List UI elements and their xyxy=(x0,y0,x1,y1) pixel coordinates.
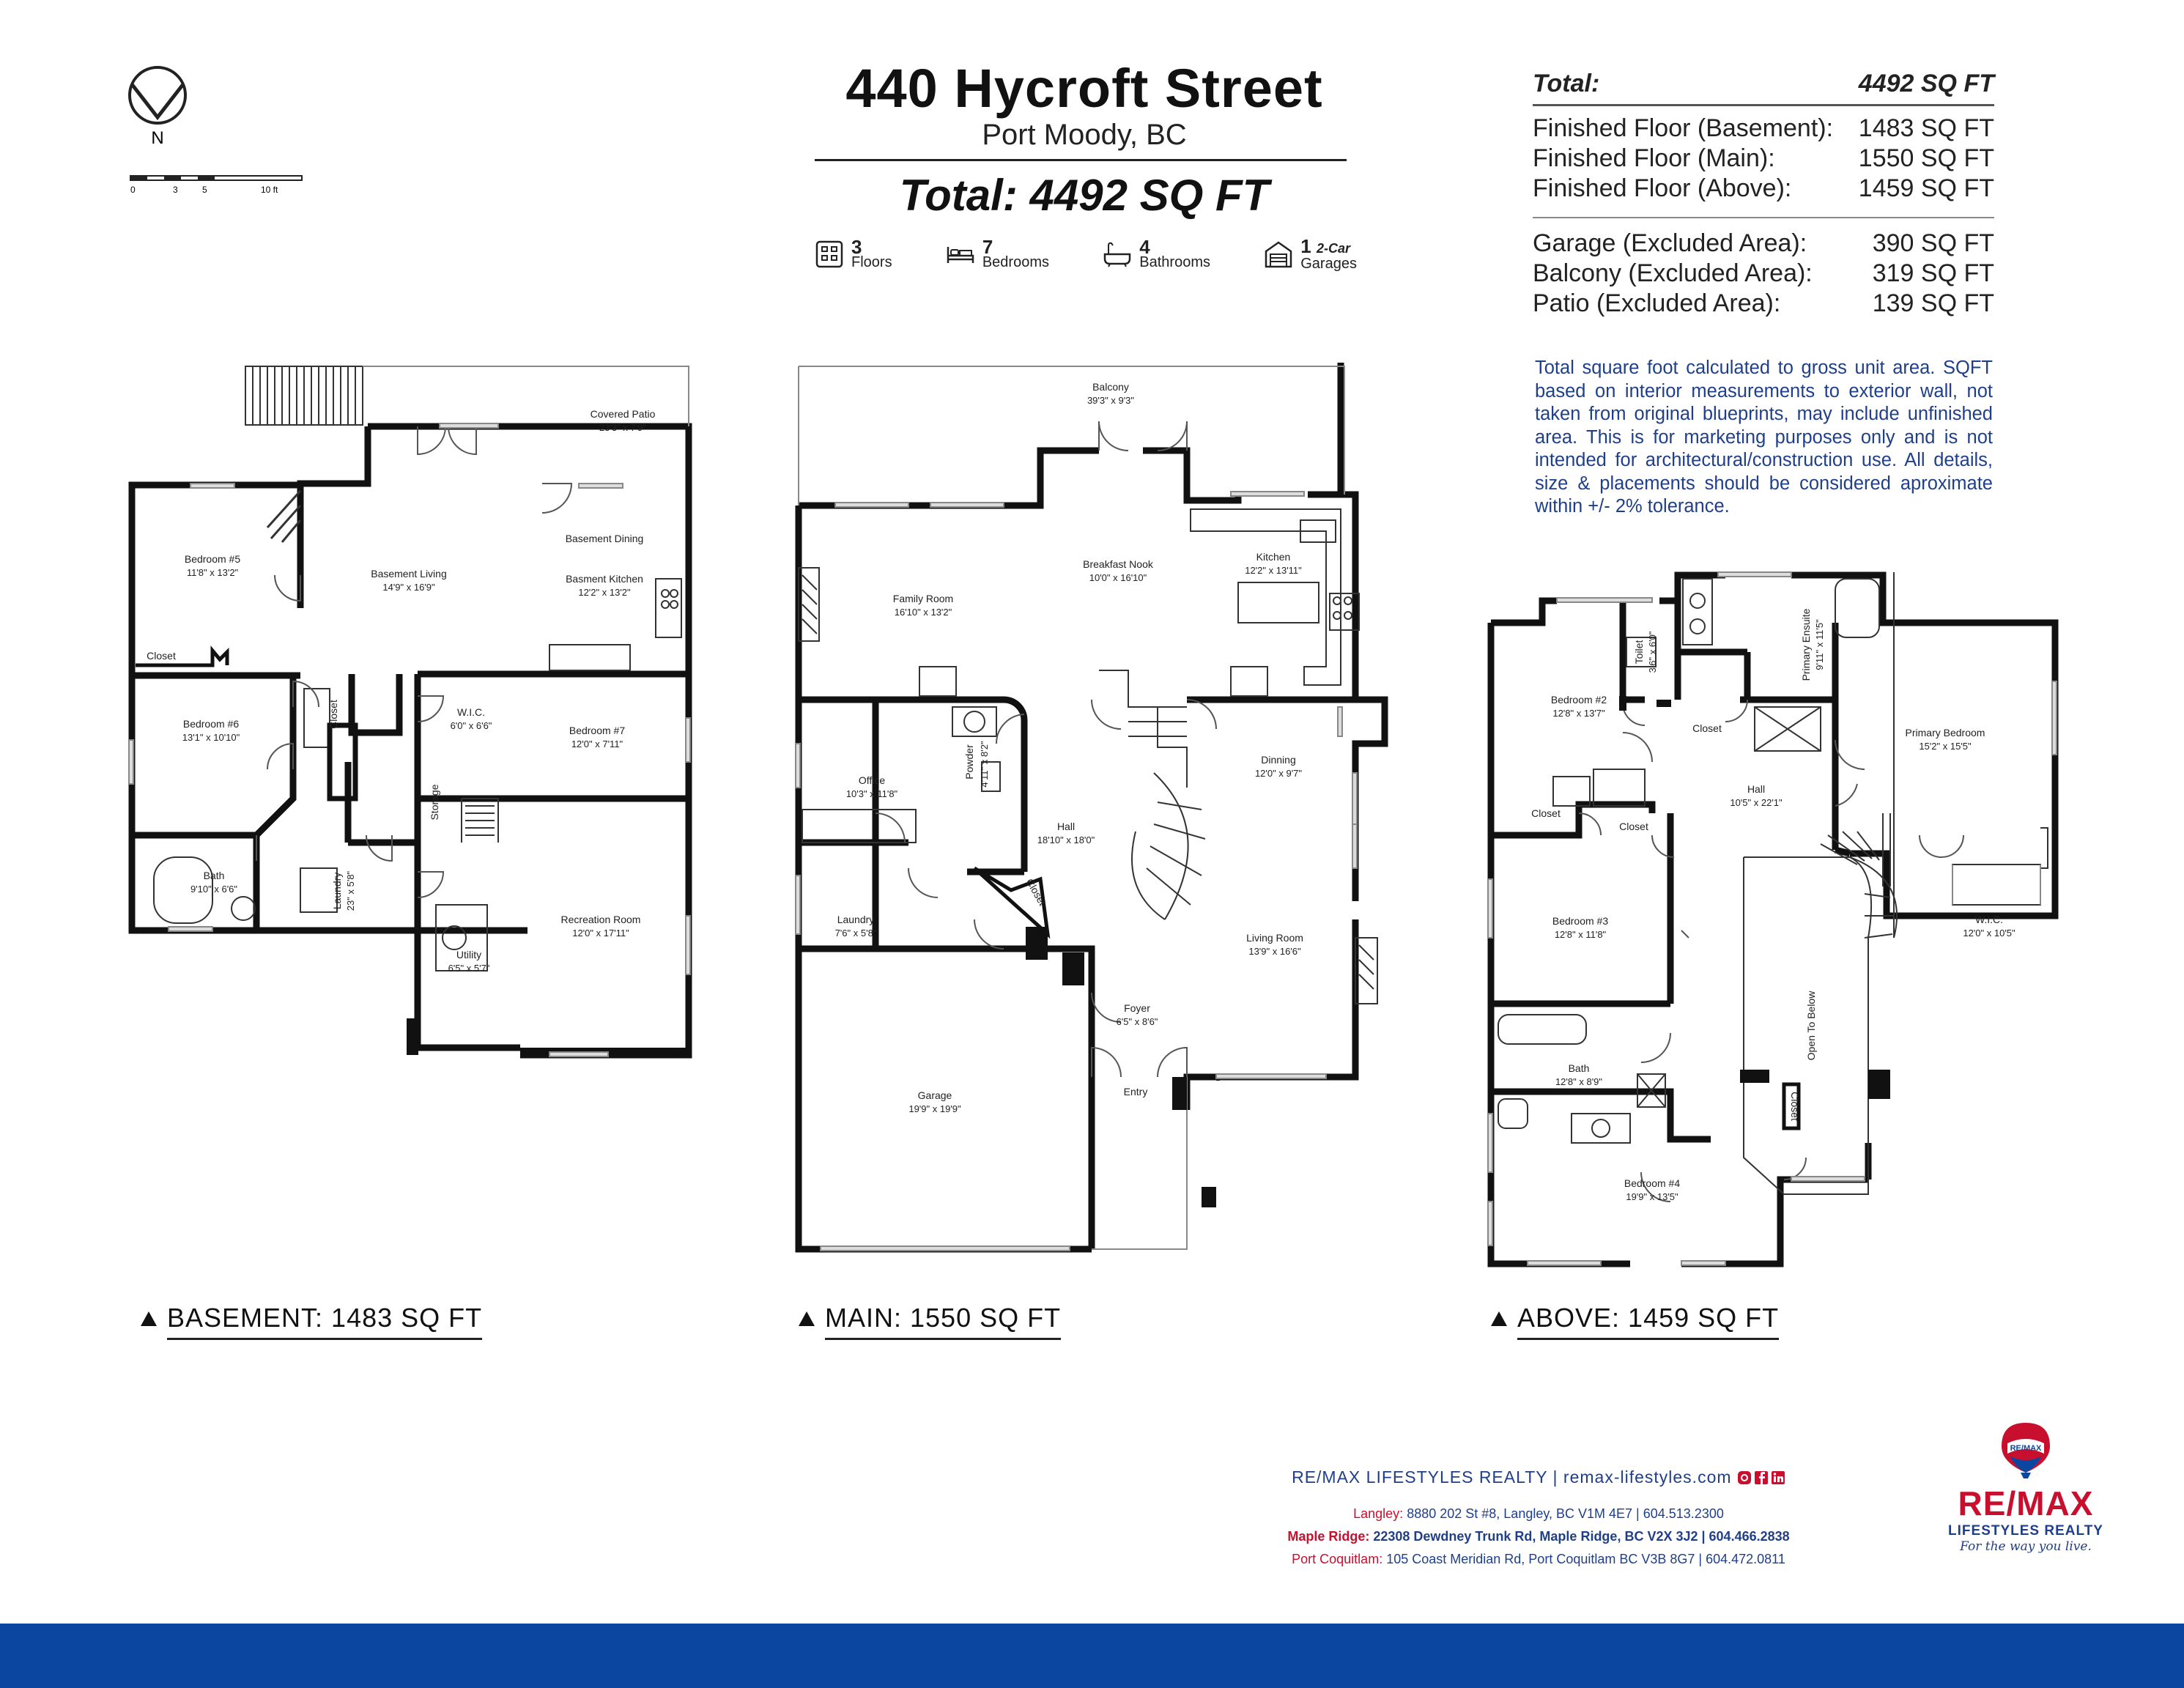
room-name: Closet xyxy=(1692,722,1722,734)
room-dim: 18'10" x 18'0" xyxy=(1037,834,1095,845)
room-name: Kitchen xyxy=(1256,551,1291,563)
room-dim: 12'8" x 13'7" xyxy=(1552,708,1605,719)
brokerage-line xyxy=(1260,1467,1817,1487)
room-dim: 9'11" x 11'5" xyxy=(1814,619,1825,670)
room-name: Closet xyxy=(1789,1092,1801,1121)
office-maple-ridge xyxy=(1260,1529,1817,1544)
triangle-icon xyxy=(141,1311,157,1326)
room-dim: 23'3" x 7'9" xyxy=(599,422,647,433)
count-label: Garages xyxy=(1300,255,1357,272)
room-name: Primary Ensuite xyxy=(1800,608,1812,681)
area-row xyxy=(1533,174,1994,204)
office-city: Maple Ridge: xyxy=(1287,1529,1370,1544)
room-name: Basement Living xyxy=(371,568,447,580)
room-name: Foyer xyxy=(1124,1002,1150,1014)
room-dim: 6'5" x 5'7" xyxy=(448,963,490,974)
room-dim: 13'9" x 16'6" xyxy=(1248,946,1301,957)
room-name: Storage xyxy=(429,784,440,821)
area-table xyxy=(1533,67,1994,319)
count-number: 3 xyxy=(851,236,862,258)
room-name: Closet xyxy=(1023,876,1049,908)
page-subtitle: Port Moody, BC xyxy=(982,119,1187,151)
area-value: 1483 SQ FT xyxy=(1858,114,1994,142)
logo-badge-text: RE/MAX xyxy=(2010,1444,2042,1453)
room-name: Closet xyxy=(327,700,339,729)
logo-wordmark: RE/MAX xyxy=(1958,1484,2094,1522)
room-name: Covered Patio xyxy=(590,408,656,420)
floor-label-text: MAIN: 1550 SQ FT xyxy=(825,1303,1061,1340)
floor-label-text: BASEMENT: 1483 SQ FT xyxy=(167,1303,482,1340)
room-name: Recreation Room xyxy=(560,914,641,925)
bed-icon xyxy=(946,240,975,269)
count-floors xyxy=(815,236,892,273)
area-row xyxy=(1533,144,1994,174)
area-value: 1459 SQ FT xyxy=(1858,174,1994,202)
room-name: Closet xyxy=(1619,821,1648,832)
count-bedrooms xyxy=(946,236,1049,273)
room-dim: 13'1" x 10'10" xyxy=(182,732,240,743)
divider xyxy=(1533,104,1994,106)
room-name: W.I.C. xyxy=(1974,914,2004,925)
office-langley xyxy=(1260,1506,1817,1522)
count-number xyxy=(1300,234,1357,257)
area-label: Total: xyxy=(1533,69,1600,97)
room-name: Hall xyxy=(1747,783,1766,795)
scale-tick: 5 xyxy=(202,185,207,195)
room-dim: 12'0" x 10'5" xyxy=(1963,928,2015,939)
room-name: Dinning xyxy=(1261,754,1296,766)
room-name: Primary Bedroom xyxy=(1905,727,1985,738)
room-name: W.I.C. xyxy=(456,706,486,718)
count-garages xyxy=(1264,236,1357,273)
office-port-coquitlam xyxy=(1260,1552,1817,1567)
area-row xyxy=(1533,229,1994,259)
room-dim: 12'0" x 7'11" xyxy=(571,738,623,749)
room-dim: 4'11" x 8'2" xyxy=(979,741,990,788)
room-dim: 14'9" x 16'9" xyxy=(382,582,435,593)
area-label: Balcony (Excluded Area): xyxy=(1533,259,1813,287)
room-name: Living Room xyxy=(1246,932,1303,944)
main-floor-plan xyxy=(791,363,1407,1256)
count-label: Bathrooms xyxy=(1139,254,1210,270)
floor-label-basement xyxy=(141,1303,482,1340)
room-name: Bedroom #2 xyxy=(1550,694,1607,706)
room-name: Bedroom #4 xyxy=(1624,1177,1681,1189)
page-title: 440 Hycroft Street xyxy=(845,58,1323,119)
room-name: Closet xyxy=(1531,807,1561,819)
floor-label-text: ABOVE: 1459 SQ FT xyxy=(1517,1303,1779,1340)
office-city: Port Coquitlam: xyxy=(1292,1552,1383,1566)
title-divider xyxy=(815,159,1347,161)
area-table-header xyxy=(1533,67,1994,100)
bathtub-icon xyxy=(1103,240,1132,269)
count-number: 4 xyxy=(1139,236,1150,258)
room-dim: 10'3" x 11'8" xyxy=(845,788,898,799)
room-name: Laundry xyxy=(331,872,343,910)
room-name: Office xyxy=(858,774,886,786)
room-name: Hall xyxy=(1056,821,1076,832)
total-area: Total: 4492 SQ FT xyxy=(899,171,1270,220)
room-name: Closet xyxy=(147,650,176,662)
scale-tick: 10 ft xyxy=(261,185,278,195)
triangle-icon xyxy=(799,1311,815,1326)
room-dim: 12'8" x 11'8" xyxy=(1554,929,1607,940)
garage-icon xyxy=(1264,240,1293,269)
room-dim: 39'3" x 9'3" xyxy=(1087,395,1135,406)
count-note: 2-Car xyxy=(1316,240,1350,256)
office-city: Langley: xyxy=(1353,1506,1404,1521)
room-dim: 19'9" x 19'9" xyxy=(908,1103,961,1114)
room-dim: 12'8" x 8'9" xyxy=(1555,1076,1603,1087)
room-dim: 9'10" x 6'6" xyxy=(190,884,238,895)
brokerage-text: RE/MAX LIFESTYLES REALTY | remax-lifestyles.com xyxy=(1292,1467,1732,1487)
scale-bar xyxy=(129,174,312,200)
room-dim: 12'0" x 17'11" xyxy=(572,928,629,939)
scale-tick: 3 xyxy=(173,185,178,195)
compass-icon xyxy=(125,66,190,147)
logo-tagline: For the way you live. xyxy=(1960,1539,2092,1554)
room-name: Balcony xyxy=(1092,381,1129,393)
north-compass xyxy=(125,66,190,150)
basement-floor-plan xyxy=(110,359,703,1070)
office-address: 8880 202 St #8, Langley, BC V1M 4E7 | 604.513.2300 xyxy=(1403,1506,1724,1521)
area-value: 1550 SQ FT xyxy=(1858,144,1994,172)
area-value: 390 SQ FT xyxy=(1872,229,1994,257)
room-dim: 19'9" x 13'5" xyxy=(1626,1191,1678,1202)
room-name: Bedroom #3 xyxy=(1552,915,1609,927)
count-number-value: 1 xyxy=(1300,234,1311,257)
office-address: 105 Coast Meridian Rd, Port Coquitlam BC V3B 8G7 | 604.472.0811 xyxy=(1382,1552,1785,1566)
room-dim: 11'8" x 13'2" xyxy=(186,567,239,578)
room-dim: 15'2" x 15'5" xyxy=(1919,741,1972,752)
room-name: Bedroom #7 xyxy=(569,725,626,736)
room-dim: 6'0" x 6'6" xyxy=(450,720,492,731)
area-row xyxy=(1533,114,1994,144)
room-name: Breakfast Nook xyxy=(1083,558,1153,570)
above-floor-plan xyxy=(1484,571,2070,1275)
office-address: 22308 Dewdney Trunk Rd, Maple Ridge, BC V2X 3J2 | 604.466.2838 xyxy=(1369,1529,1790,1544)
triangle-icon xyxy=(1491,1311,1507,1326)
count-label: Floors xyxy=(851,254,892,270)
count-label: Bedrooms xyxy=(982,254,1049,270)
area-label: Finished Floor (Main): xyxy=(1533,144,1775,172)
room-name: Basement Dining xyxy=(565,533,644,544)
room-dim: 10'5" x 22'1" xyxy=(1730,797,1783,808)
area-value: 139 SQ FT xyxy=(1872,289,1994,317)
room-dim: 16'10" x 13'2" xyxy=(894,607,952,618)
room-name: Basment Kitchen xyxy=(566,573,643,585)
floor-label-main xyxy=(799,1303,1061,1340)
room-name: Bath xyxy=(1568,1062,1590,1074)
scale-tick: 0 xyxy=(130,185,136,195)
social-icons xyxy=(1737,1470,1785,1485)
room-name: Open To Below xyxy=(1805,991,1817,1061)
room-dim: 7'6" x 5'8" xyxy=(834,928,877,939)
room-name: Family Room xyxy=(892,593,954,604)
room-dim: 6'5" x 8'6" xyxy=(1116,1016,1158,1027)
floors-icon xyxy=(815,240,844,269)
divider xyxy=(1533,217,1994,218)
area-label: Finished Floor (Basement): xyxy=(1533,114,1834,142)
count-number: 7 xyxy=(982,236,993,258)
area-row xyxy=(1533,289,1994,319)
area-row xyxy=(1533,259,1994,289)
balloon-icon xyxy=(2000,1421,2051,1480)
room-dim: 12'2" x 13'2" xyxy=(578,587,631,598)
instagram-icon xyxy=(1738,1471,1751,1484)
room-name: Laundry xyxy=(837,914,875,925)
room-name: Bedroom #5 xyxy=(184,553,241,565)
room-name: Powder xyxy=(963,744,975,780)
feature-counts xyxy=(815,236,1357,273)
count-bathrooms xyxy=(1103,236,1210,273)
room-dim: 12'2" x 13'11" xyxy=(1245,565,1302,576)
room-dim: 12'0" x 9'7" xyxy=(1254,768,1303,779)
room-name: Garage xyxy=(917,1089,952,1101)
area-label: Finished Floor (Above): xyxy=(1533,174,1792,202)
room-name: Bedroom #6 xyxy=(182,718,240,730)
footer-bar xyxy=(0,1624,2184,1688)
disclaimer-text: Total square foot calculated to gross unit area. SQFT based on interior measurements to exterior wall, not taken from original blueprints, may include unfinished area. This is for marketing purposes only and is not intended for architectural/construction use. All details, size & placements should be considered aproximate within +/- 2% tolerance. xyxy=(1535,358,1993,517)
room-name: Bath xyxy=(203,870,225,881)
room-name: Utility xyxy=(456,949,482,960)
area-value: 4492 SQ FT xyxy=(1858,69,1994,97)
area-label: Patio (Excluded Area): xyxy=(1533,289,1781,317)
room-name: Toilet xyxy=(1633,640,1645,665)
room-dim: 23" x 5'8" xyxy=(345,870,356,911)
remax-logo xyxy=(1934,1421,2117,1554)
room-dim: 3'6" x 6'0" xyxy=(1647,631,1658,673)
compass-label: N xyxy=(151,128,164,147)
floor-label-above xyxy=(1491,1303,1779,1340)
room-name: Entry xyxy=(1123,1086,1148,1097)
room-dim: 10'0" x 16'10" xyxy=(1089,572,1147,583)
logo-subtitle: LIFESTYLES REALTY xyxy=(1948,1523,2103,1539)
area-label: Garage (Excluded Area): xyxy=(1533,229,1807,257)
area-value: 319 SQ FT xyxy=(1872,259,1994,287)
